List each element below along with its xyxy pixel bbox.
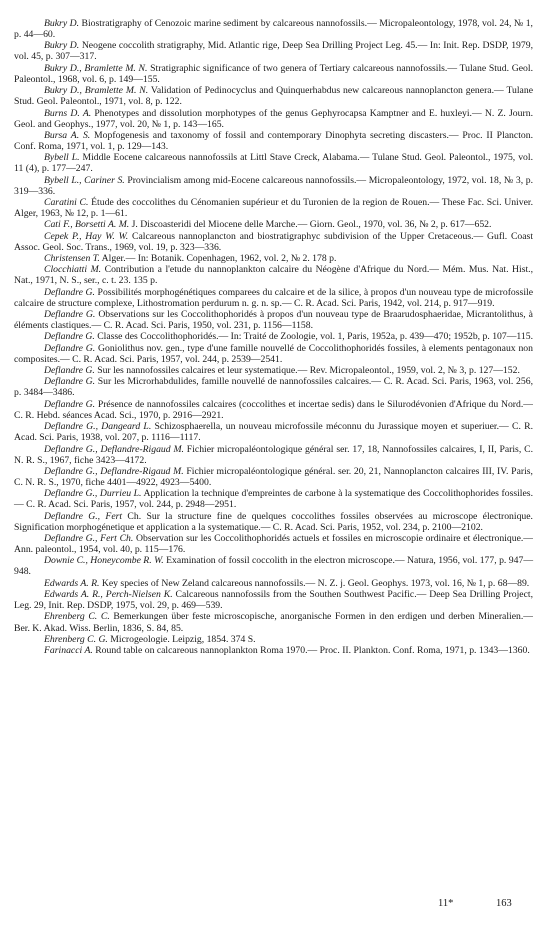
reference-author: Bukry D., Bramlette M. N.: [44, 62, 148, 74]
reference-text: Sur les nannofossiles calcaires et leur systematique.— Rev. Micropaleontol., 1959, vol. 2, № 3, p. 127—152.: [94, 365, 520, 377]
reference-text: Middle Eocene calcareous nannofossils at Littl Stave Creck, Alabama.— Tulane Stud. Geol. Paleontol., 1975, vol. 11 (4), p. 177—247.: [14, 152, 533, 175]
reference-author: Edwards A. R.: [44, 577, 100, 589]
reference-list: [14, 18, 533, 656]
reference-text: Validation of Pedinocyclus and Quinquerhabdus new calcareous nannoplancton genera.— Tulane Stud. Geol. Paleontol., 1971, vol. 8, p. 122.: [14, 85, 534, 108]
reference-author: Deflandre G.: [44, 365, 95, 377]
reference-entry: [14, 645, 533, 656]
reference-author: Christensen T.: [44, 253, 100, 265]
reference-text: Observation sur les Coccolithophoridés actuels et fossiles en microscopie ordinaire et électronique.— Ann. paleontol., 1954, vol. 40, p. 115—176.: [14, 533, 533, 556]
reference-author: Deflandre G.: [44, 331, 95, 343]
reference-author: Bukry D.: [44, 40, 80, 52]
reference-entry: [14, 555, 533, 577]
reference-entry: [14, 175, 533, 197]
reference-text: Neogene coccolith stratigraphy, Mid. Atlantic rige, Deep Sea Drilling Project Leg. 45.— In: Init. Rep. DSDP, 1979, vol. 45, p. 307—317.: [14, 40, 533, 63]
reference-author: Bursa A. S.: [44, 129, 91, 141]
reference-author: Deflandre G., Durrieu L.: [44, 488, 142, 500]
reference-entry: [14, 444, 533, 466]
reference-entry: [14, 399, 533, 421]
reference-entry: [14, 578, 533, 589]
reference-entry: [14, 63, 533, 85]
reference-author: Bybell L.: [44, 152, 80, 164]
reference-text: Alger.— In: Botanik. Copenhagen, 1962, vol. 2, № 2. 178 p.: [99, 253, 337, 265]
reference-text: Microgeologie. Leipzig, 1854. 374 S.: [107, 633, 256, 645]
reference-text: Biostratigraphy of Cenozoic marine sediment by calcareous nannofossils.— Micropaleontology, 1978, vol. 24, № 1, p. 44—60.: [14, 18, 533, 41]
reference-entry: [14, 108, 533, 130]
reference-author: Bukry D., Bramlette M. N.: [44, 85, 149, 97]
reference-entry: [14, 488, 533, 510]
reference-entry: [14, 130, 533, 152]
reference-text: Calcareous nannoplancton and biostratigraphyc subdivision of the Upper Cretaceous.— Gufl. Coast Assoc. Geol. Soc. Trans., 1969, vol. 19, p. 323—336.: [14, 230, 534, 253]
reference-text: Contribution a l'etude du nannoplankton calcaire du Néogène d'Afrique du Nord.— Mém. Mus. Nat. Hist., Nat., 1971, N. S., ser., c. t. 23. 135 p.: [14, 264, 534, 287]
reference-text: Stratigraphic significance of two genera of Tertiary calcareous nannofossils.— Tulane Stud. Geol. Paleontol., 1968, vol. 6, p. 149—155.: [14, 62, 534, 85]
reference-text: Application la technique d'empreintes de carbone à la systematique des Coccolithophorides fossiles.— C. R. Acad. Sci. Paris, 1957, vol. 244, p. 2948—2951.: [14, 488, 533, 511]
reference-text: Mopfogenesis and taxonomy of fossil and contemporary Dinophyta secreting discasters.— Proc. II Plancton. Conf. Roma, 1971, vol. 1, p. 129—143.: [14, 129, 534, 152]
reference-text: Fichier micropaléontologique général ser. 17, 18, Nannofossiles calcaires, I, II, Paris, C. N. R. S., 1967, fiche 3423—4172.: [14, 443, 533, 466]
reference-entry: [14, 466, 533, 488]
reference-entry: [14, 309, 533, 331]
reference-entry: [14, 264, 533, 286]
reference-text: Observations sur les Coccolithophoridés à propos d'un nouveau type de Braarudosphaeridae, Micrantolithus, à éléments clastiques.— C. R. Acad. Sci. Paris, 1950, vol. 231, p. 1156—1158.: [14, 309, 533, 332]
reference-text: Fichier micropaléontologique général. ser. 20, 21, Nannoplancton calcaires III, IV. Paris, C. N. R. S., 1970, fiche 4401—4922, 4923—5400.: [14, 465, 533, 488]
reference-author: Deflandre G., Deflandre-Rigaud M.: [44, 465, 184, 477]
reference-entry: [14, 152, 533, 174]
reference-author: Deflandre G., Dangeard L.: [44, 421, 152, 433]
reference-text: Possibilités morphogénétiques comparees du calcaire et de la silice, à propos d'un nouveau type de microfossile calcaire de structure complexe, Lithostromation perdurum n. g. n. sp.— C. R. Acad. Sci. Paris, 1942, vol. 214, p. 917—919.: [14, 286, 534, 309]
reference-author: Deflandre G.: [44, 398, 96, 410]
reference-text: Goniolithus nov. gen., type d'une famille nouvellé de Coccolithophoridés fossiles, à elements pentagonaux non composites.— C. R. Acad. Sci. Paris, 1957, vol. 244, p. 2539—2541.: [14, 342, 533, 365]
reference-author: Deflandre G.: [44, 376, 96, 388]
reference-text: Ch. Sur la structure fine de quelques coccolithes fossiles observées au microscope électronique. Signification morphogénetique et application a la systematique.— C. R. Acad. Sci. Paris, 1952, vol. 234, p. 2100—2102.: [14, 510, 533, 533]
reference-text: Calcareous nannofossils from the Southen Southwest Pacific.— Deep Sea Drilling Project, Leg. 29, Init. Rep. DSDP, 1975, vol. 29, p. 469—539.: [14, 589, 533, 612]
reference-author: Deflandre G.: [44, 309, 96, 321]
reference-entry: [14, 331, 533, 342]
reference-author: Cepek P., Hay W. W.: [44, 230, 129, 242]
reference-text: Classe des Coccolithophoridés.— In: Traité de Zoologie, vol. 1, Paris, 1952a, p. 439—470; 1952b, p. 107—115.: [94, 331, 534, 343]
reference-text: Étude des coccolithes du Cénomanien supérieur et du Turonien de la region de Rouen.— These Fac. Sci. Univer. Alger, 1963, № 12, p. 1—61.: [14, 197, 533, 220]
reference-author: Caratini C.: [44, 197, 89, 208]
reference-entry: [14, 231, 533, 253]
reference-author: Deflandre G., Deflandre-Rigaud M.: [44, 443, 184, 455]
reference-text: Round table on calcareous nannoplankton Roma 1970.— Proc. II. Plankton. Conf. Roma, 1971, p. 1343—1360.: [92, 645, 530, 657]
reference-author: Ehrenberg C. G.: [44, 633, 108, 645]
reference-author: Farinacci A.: [44, 645, 93, 657]
reference-author: Cati F., Borsetti A. M.: [44, 219, 130, 231]
reference-author: Deflandre G.: [44, 286, 95, 298]
reference-entry: [14, 18, 533, 40]
reference-entry: [14, 376, 533, 398]
reference-author: Downie C., Honeycombe R. W.: [44, 555, 164, 567]
reference-text: Examination of fossil coccolith in the electron microscope.— Natura, 1956, vol. 177, p. 947—948.: [14, 555, 534, 578]
reference-text: Présence de nannofossiles calcaires (coccolithes et incertae sedis) dans le Silurodévonien d'Afrique du Nord.— C. R. Hebd. séances Acad. Sci., 1970, p. 2916—2921.: [14, 398, 533, 421]
reference-author: Deflandre G., Fert: [44, 510, 123, 522]
reference-entry: [14, 85, 533, 107]
reference-entry: [14, 219, 533, 230]
reference-author: Ehrenberg C. C.: [44, 611, 110, 623]
reference-text: Schizosphaerella, un nouveau microfossile méconnu du Jurassique moyen et superiuer.— C. R. Acad. Sci. Paris, 1938, vol. 207, p. 1116—1117.: [14, 421, 533, 444]
reference-entry: [14, 197, 533, 219]
reference-text: Bemerkungen über feste microscopische, anorganische Formen in den erdigen und derben Mineralien.— Ber. K. Akad. Wiss. Berlin, 1836, S. 84, 85.: [14, 611, 533, 634]
reference-entry: [14, 511, 533, 533]
reference-entry: [14, 253, 533, 264]
reference-entry: [14, 40, 533, 62]
reference-entry: [14, 421, 533, 443]
reference-text: Provincialism among mid-Eocene calcareous nannofossils.— Micropaleontology, 1972, vol. 18, № 3, p. 319—336.: [14, 174, 533, 197]
reference-author: Bybell L., Cariner S.: [44, 174, 125, 186]
reference-author: Deflandre G., Fert Ch.: [44, 533, 134, 544]
reference-author: Bukry D.: [44, 18, 80, 29]
reference-entry: [14, 365, 533, 376]
reference-author: Edwards A. R., Perch-Nielsen K.: [44, 589, 173, 601]
signature-mark: 11*: [438, 898, 454, 909]
reference-entry: [14, 611, 533, 633]
reference-text: J. Discoasteridi del Miocene delle Marche.— Giorn. Geol., 1970, vol. 36, № 2, p. 617—652.: [129, 219, 492, 231]
reference-entry: [14, 634, 533, 645]
reference-entry: [14, 533, 533, 555]
reference-entry: [14, 287, 533, 309]
reference-text: Phenotypes and dissolution morphotypes of the genus Gephyrocapsa Kamptner and E. huxleyi.— N. Z. Journ. Geol. and Geophys., 1977, vol. 20, № 1, p. 143—165.: [14, 107, 533, 130]
reference-text: Sur les Microrhabdulides, famille nouvellé de nannofossiles calcaires.— C. R. Acad. Sci. Paris, 1963, vol. 256, p. 3484—3486.: [14, 376, 533, 399]
page-number: 163: [496, 898, 512, 909]
reference-entry: [14, 343, 533, 365]
reference-text: Key species of New Zeland calcareous nannofossils.— N. Z. j. Geol. Geophys. 1973, vol. 16, № 1, p. 68—89.: [99, 577, 530, 589]
reference-author: Deflandre G.: [44, 342, 96, 354]
reference-entry: [14, 589, 533, 611]
reference-author: Clocchiatti M.: [44, 264, 102, 276]
reference-author: Burns D. A.: [44, 107, 92, 119]
